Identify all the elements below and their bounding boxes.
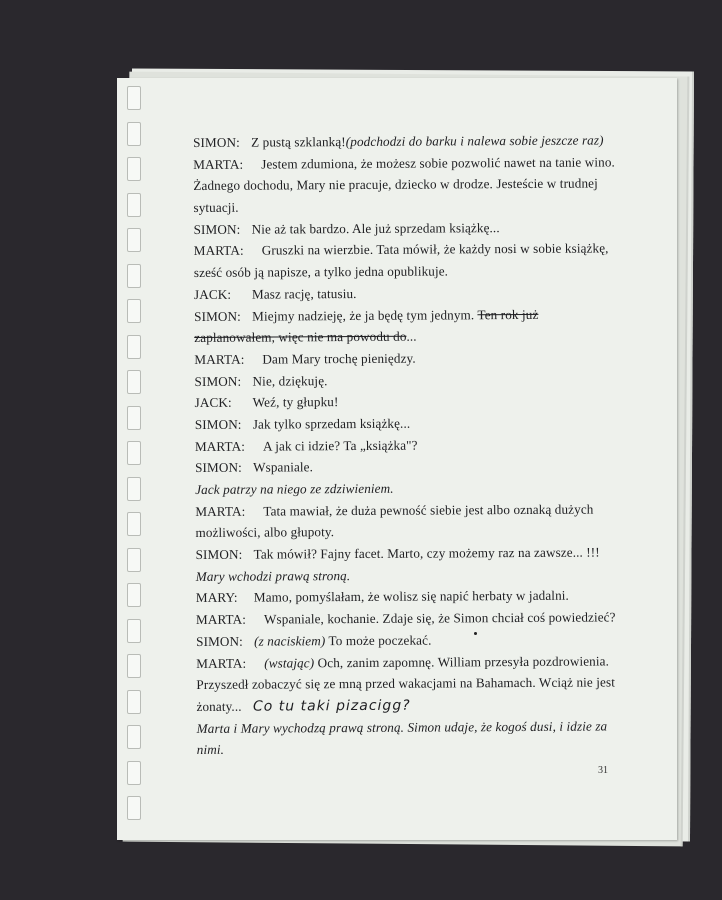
spiral-binding (121, 86, 149, 826)
stage-direction: Mary wchodzi prawą stroną. (195, 567, 351, 584)
script-line (196, 541, 616, 565)
binding-hole (127, 477, 141, 501)
dialogue-text: Z pustą szklanką! (251, 134, 346, 150)
script-line (195, 390, 615, 414)
dialogue-text: Wspaniale. (253, 459, 314, 475)
script-line (196, 585, 616, 609)
speaker-name: JACK: (194, 395, 232, 411)
speaker-name: JACK: (193, 286, 232, 302)
binding-hole (127, 441, 141, 465)
binding-hole (127, 619, 141, 643)
dialogue-text: Wspaniale, kochanie. Zdaje się, że Simon chciał coś powiedzieć? (263, 609, 616, 627)
script-line (195, 498, 615, 522)
speaker-name: MARTA: (196, 655, 247, 671)
struck-text: Ten rok już (477, 306, 539, 322)
binding-hole (127, 86, 141, 110)
dialogue-text: Tak mówił? Fajny facet. Marto, czy możemy raz na zawsze... !!! (253, 544, 600, 562)
dialogue-text: możliwości, albo głupoty. (195, 524, 335, 541)
script-line (196, 650, 616, 674)
ink-dot (474, 632, 477, 635)
script-line (193, 129, 613, 153)
dialogue-text: sytuacji. (193, 199, 239, 216)
speaker-name: SIMON: (195, 546, 243, 563)
stage-direction: Jack patrzy na niego ze zdziwieniem. (195, 480, 394, 497)
binding-hole (127, 264, 141, 288)
speaker-name: SIMON: (195, 460, 242, 476)
binding-hole (127, 512, 141, 536)
speaker-name: SIMON: (194, 416, 242, 432)
speaker-name: SIMON: (196, 633, 243, 649)
binding-hole (127, 122, 141, 146)
dialogue-text: Gruszki na wierzbie. Tata mówił, że każdy nosi w sobie książkę, (261, 240, 609, 259)
script-line (196, 672, 616, 696)
dialogue-text: Masz rację, tatusiu. (251, 285, 357, 302)
dialogue-text: żonaty... (196, 698, 246, 714)
script-line (197, 715, 617, 739)
binding-hole (127, 690, 141, 714)
binding-hole (127, 193, 141, 217)
binding-hole (127, 406, 141, 430)
dialogue-text: Jak tylko sprzedam książkę... (252, 415, 411, 432)
script-line (194, 325, 614, 349)
dialogue-text: Och, zanim zapomnę. William przesyła pozdrowienia. (314, 652, 609, 670)
script-line (194, 216, 614, 240)
speaker-name: SIMON: (194, 373, 242, 389)
binding-hole (127, 228, 141, 252)
speaker-name: MARY: (195, 590, 238, 606)
dialogue-text: Dam Mary trochę pieniędzy. (262, 350, 416, 367)
binding-hole (127, 548, 141, 572)
stage-direction: Marta i Mary wychodzą prawą stroną. Simon udaje, że kogoś dusi, i idzie za (196, 718, 608, 736)
struck-text: zaplanowałem, więc nie ma powodu do (194, 328, 407, 346)
speaker-name: MARTA: (193, 243, 244, 259)
script-line (194, 238, 614, 262)
stage-direction: (z naciskiem) (254, 633, 326, 649)
speaker-name: MARTA: (193, 156, 244, 172)
script-line (195, 476, 615, 500)
binding-hole (127, 299, 141, 323)
script-line (195, 411, 615, 435)
binding-hole (127, 583, 141, 607)
stage-direction: (podchodzi do barku i nalewa sobie jeszcze raz) (345, 132, 604, 150)
script-line (196, 607, 616, 631)
speaker-name: MARTA: (194, 438, 246, 454)
handwritten-note: Co tu taki pizacigg? (252, 697, 411, 715)
script-line (194, 368, 614, 392)
dialogue-text: Nie aż tak bardzo. Ale już sprzedam książkę... (251, 219, 500, 237)
dialogue-text: To może poczekać. (325, 632, 432, 649)
script-line (194, 303, 614, 327)
dialogue-text: Przyszedł zobaczyć się ze mną przed wakacjami na Bahamach. Wciąż nie jest (196, 674, 616, 693)
speaker-name: SIMON: (193, 134, 240, 150)
dialogue-text: Jestem zdumiona, że możesz sobie pozwolić nawet na tanie wino. (261, 154, 615, 172)
dialogue-text: Mamo, pomyślałam, że wolisz się napić herbaty w jadalni. (253, 588, 569, 606)
dialogue-text: sześć osób ją napisze, a tylko jedna opublikuje. (193, 263, 449, 281)
script-line (196, 563, 616, 587)
script-line (195, 433, 615, 457)
speaker-name: SIMON: (193, 221, 241, 237)
dialogue-text: Miejmy nadzieję, że ja będę tym jednym. (252, 306, 478, 324)
binding-hole (127, 654, 141, 678)
stage-direction: nimi. (196, 742, 225, 758)
script-line (197, 737, 617, 761)
binding-hole (127, 157, 141, 181)
binding-hole (127, 370, 141, 394)
page-number: 31 (598, 765, 608, 776)
script-line (194, 260, 614, 284)
binding-hole (127, 725, 141, 749)
binding-hole (127, 335, 141, 359)
dialogue-text: Żadnego dochodu, Mary nie pracuje, dziecko w drodze. Jesteście w trudnej (193, 175, 598, 194)
speaker-name: MARTA: (195, 611, 247, 628)
dialogue-text: Tata mawiał, że duża pewność siebie jest albo oznaką dużych (263, 501, 594, 519)
script-line (193, 151, 613, 175)
binding-hole (127, 761, 141, 785)
script-line (196, 628, 616, 652)
dialogue-text: Nie, dziękuję. (252, 372, 328, 389)
dialogue-text: Weź, ty głupku! (252, 394, 339, 410)
script-line (193, 173, 613, 197)
speaker-name: SIMON: (194, 308, 241, 324)
script-line (195, 455, 615, 479)
stage-direction: (wstając) (264, 654, 315, 671)
script-text (193, 129, 617, 760)
script-line (194, 281, 614, 305)
script-line (194, 346, 614, 370)
binding-hole (127, 796, 141, 820)
speaker-name: MARTA: (194, 351, 245, 367)
speaker-name: MARTA: (195, 503, 246, 519)
dialogue-text: A jak ci idzie? Ta „książka"? (262, 437, 418, 454)
script-line (196, 693, 616, 717)
script-line (193, 194, 613, 218)
dialogue-text: ... (406, 328, 417, 344)
script-line (195, 520, 615, 544)
